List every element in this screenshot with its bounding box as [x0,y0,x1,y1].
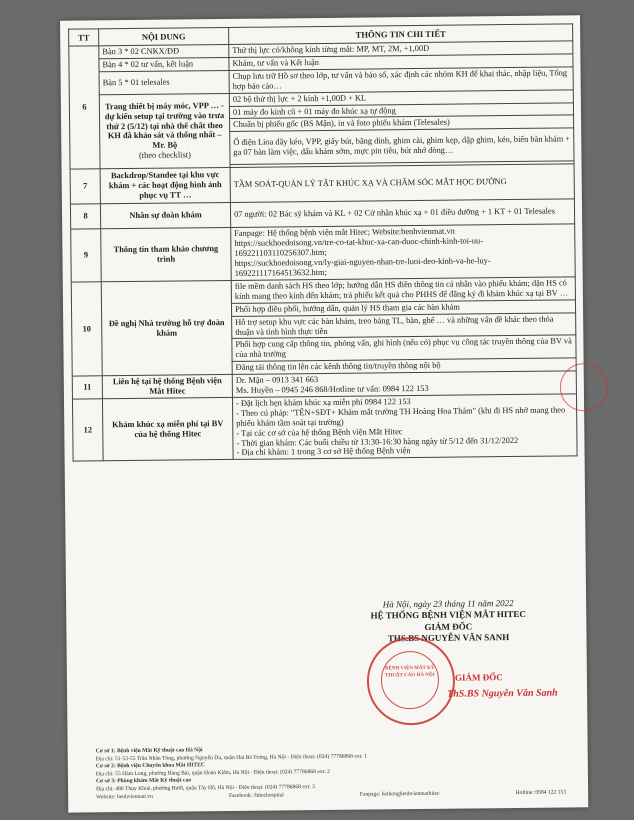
branch-address: Địa chỉ: 55 Hàm Long, phường Hàng Bài, quận Hoàn Kiếm, Hà Nội - Điện thoại: (024) 77786868 ext: 2 [95,768,330,778]
seal-inner-ring [381,651,440,710]
row-detail: 02 bộ thử thị lực + 2 kính +1,00D + KL [229,89,573,106]
row-content: Nhân sự đoàn khám [100,203,230,229]
branch-address: Địa chỉ: 51-53-55 Trần Nhân Tông, phường Nguyễn Du, quận Hai Bà Trưng, Hà Nội - Điện thoại: (024) 77786868 ext: 1 [95,753,367,762]
row-content: Bàn 3 * 02 CNKX/ĐĐ [99,44,229,58]
detail-line: Fanpage: Hệ thống bệnh viện mắt Hitec; Website:benhvienmat.vn [234,226,455,239]
row-content-main: Trang thiết bị máy móc, VPP … - dự kiến setup tại trường vào trưa thứ 2 (5/12) tại nhà thể chất theo KH đã khảo sát và thống nhất – Mr. Bộ [104,100,225,151]
contact-line: Ms. Huyền – 0945 246 868/Hotline tư vấn: 0984 122 153 [235,383,429,395]
row-detail: Phối hợp điều phối, hướng dẫn, quản lý HS tham gia các bàn khám [231,300,575,317]
side-stamp-mark [560,363,609,412]
signature-date: Hà Nội, ngày 23 tháng 11 năm 2022 [382,598,514,610]
footer-website[interactable]: Website: benhvienmat.vn [96,794,153,801]
row-detail [231,224,576,280]
header-detail: THÔNG TIN CHI TIẾT [229,24,573,45]
signature-name: THS.BS NGUYỄN VĂN SANH [387,631,510,644]
contact-line: Dr. Mận – 0913 341 663 [235,375,319,386]
row-detail: Ổ điện Lioa dây kéo, VPP, giấy bút, băng dính, ghim cài, ghim kẹp, dập ghim, kéo, biển bàn khám + ga 07 bàn làm việc, dấu khám sớm, mực pin tiêu, bút nhớ dòng… [230,128,574,165]
row-content: Đề nghị Nhà trường hỗ trợ đoàn khám [101,280,232,376]
row-number: 9 [71,229,102,282]
detail-line: - Theo cú pháp: "TÊN+SĐT+ Khám mắt trường TH Hoàng Hoa Thám" (khi đi HS nhớ mang theo phiếu khám tầm soát tại trường) [236,405,566,428]
detail-link[interactable]: https://suckhoedoisong.vn/ly-giai-nguyen-nhan-tre-luoi-deo-kinh-va-he-luy-169221117164513632.htm; [234,256,491,278]
row-content: Bàn 5 * 01 telesales [99,70,229,94]
row-number: 8 [70,204,100,229]
seal-text: BỆNH VIỆN MẮT KỸ THUẬT CAO HÀ NỘI [385,665,435,678]
row-content: Backdrop/Standee tại khu vực khám + các hoạt động hình ảnh phục vụ TT … [100,168,230,204]
table-row [70,164,574,204]
row-detail [232,394,577,460]
row-detail: Hỗ trợ setup khu vực các bàn khám, treo bảng TL, bàn, ghế … và những vấn đề khác theo thỏa thuận và tình hình thực tiễn [232,312,576,338]
header-content: NỘI DUNG [99,27,229,45]
row-detail: 01 máy đo kính cũ + 01 máy đo khúc xạ tự động [229,102,573,119]
detail-line: - Tại các cơ sở của hệ thống Bệnh viện Mắt Hitec [236,426,403,438]
signed-role: GIÁM ĐỐC [454,672,503,683]
branch-address: Địa chỉ: 480 Thụy Khuê, phường Bưởi, quận Tây Hồ, Hà Nội - Điện thoại: (024) 77786868 ext: 3 [96,783,315,793]
plan-table [68,23,578,462]
row-number: 10 [71,282,102,377]
row-detail: Thử thị lực có/không kính từng mắt: MP, MT, 2M, +1,00D [229,41,573,58]
row-detail: Chụp lưu trữ Hồ sơ theo lớp, tư vấn và báo số, xác định các nhóm KH để khai thác, nhập liệu, Tổng hợp báo cáo… [229,67,573,93]
row-content: Khám khúc xạ miễn phí tại BV của hệ thống Hitec [102,397,233,461]
signed-name: ThS.BS Nguyễn Văn Sanh [447,687,558,700]
detail-line: - Thời gian khám: Các buổi chiều từ 13:30-16:30 hàng ngày từ 5/12 đến 31/12/2022 [236,435,519,448]
table-row [72,394,577,462]
table-row [71,224,576,282]
signature-block [328,597,568,645]
row-content-note: (theo checklist) [138,150,191,161]
detail-link[interactable]: https://suckhoedoisong.vn/tre-co-tat-khuc-xa-can-duoc-chinh-kinh-toi-uu-169221103110256307.htm; [234,236,484,259]
signature-role: GIÁM ĐỐC [424,620,473,632]
detail-line: - Đặt lịch hẹn khám khúc xạ miễn phí 0984 122 153 [235,397,411,408]
row-detail: Chuẩn bị phiếu gốc (BS Mận), in và foto phiếu khám (Telesales) [230,115,574,132]
branch-title: Cơ sở 1: Bệnh viện Mắt Kỹ thuật cao Hà Nội [95,747,203,755]
footer [96,743,567,802]
signature-org: HỆ THỐNG BỆNH VIỆN MẮT HITEC [370,609,526,621]
branch-title: Cơ sở 2: Bệnh viện Chuyên khoa Mắt HITEC [95,762,205,770]
official-seal [366,637,455,726]
footer-facebook[interactable]: Facebook: /hitechospital [228,792,284,800]
row-detail: Khám, tư vấn và Kết luận [229,54,573,71]
header-tt: TT [69,29,99,46]
row-content: Thông tin tham khảo chương trình [101,228,232,282]
detail-line: - Địa chỉ khám: 1 trong 3 cơ sở Hệ thống Bệnh viện [236,446,411,458]
footer-hotline: Hotline: 0984 122 153 [515,789,567,797]
row-detail: file mềm danh sách HS theo lớp; hướng dẫn HS điền thông tin cá nhân vào phiếu khám; dặn HS có kính mang theo kính đến khám; trả phiếu kết quả cho PHHS để đăng ký đi khám khúc xạ tại BV … [231,277,575,303]
row-number: 12 [72,399,103,462]
row-number: 7 [70,169,100,204]
document-page [60,15,588,812]
row-detail: TẦM SOÁT-QUẢN LÝ TẬT KHÚC XẠ VÀ CHĂM SÓC MẮT HỌC ĐƯỜNG [230,164,574,203]
row-number: 11 [72,376,102,399]
row-content [99,93,230,169]
row-detail: 07 người: 02 Bác sỹ khám và KL + 02 Cử nhân khúc xạ + 01 điều dưỡng + 1 KT + 01 Telesales [230,199,574,228]
footer-fanpage[interactable]: Fanpage: hethongbenhvienmathitec [359,791,440,798]
row-content: Bàn 4 * 02 tư vấn, kết luận [99,57,229,71]
branch-title: Cơ sở 3: Phòng khám Mắt Kỹ thuật cao [95,777,192,785]
row-number: 6 [69,46,100,170]
row-detail: Phối hợp cung cấp thông tin, phỏng vấn, ghi hình (nếu có) phục vụ công tác truyền thông của BV và của nhà trường [232,335,576,361]
row-detail: Đăng tải thông tin lên các kênh thông tin/truyền thông nội bộ [232,358,576,375]
row-content: Liên hệ tại hệ thống Bệnh viện Mắt Hitec [102,375,232,399]
